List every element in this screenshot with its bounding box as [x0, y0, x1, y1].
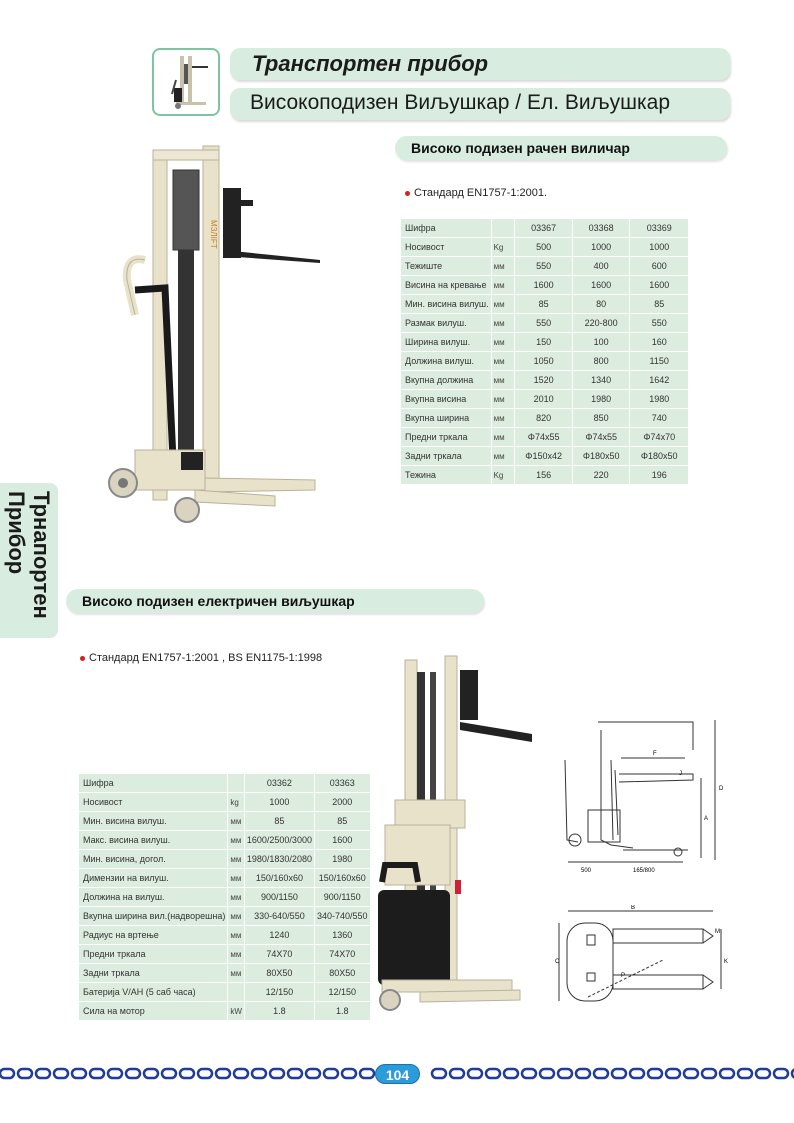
table-cell: 1600/2500/3000: [245, 831, 314, 849]
table-cell: 400: [573, 257, 630, 275]
table-cell: 550: [515, 257, 572, 275]
chain-link: [558, 1069, 572, 1078]
table-cell: мм: [228, 869, 244, 887]
table-cell: 85: [315, 812, 370, 830]
table-cell: Мин. висина, догол.: [79, 850, 227, 868]
table-cell: мм: [492, 333, 515, 351]
table-cell: мм: [228, 926, 244, 944]
table-cell: Вкупна ширина: [401, 409, 491, 427]
table-cell: мм: [228, 907, 244, 925]
table-row: [401, 428, 688, 446]
chain-link: [774, 1069, 788, 1078]
table-row: [79, 888, 370, 906]
table-cell: 1600: [573, 276, 630, 294]
table-cell: мм: [228, 812, 244, 830]
table-cell: kW: [228, 1002, 244, 1020]
chain-link: [72, 1069, 86, 1078]
table-row: [401, 276, 688, 294]
table-cell: Макс. висина вилуш.: [79, 831, 227, 849]
table-cell: Вкупна должина: [401, 371, 491, 389]
table-row: [401, 314, 688, 332]
table-cell: 820: [515, 409, 572, 427]
table-header-row: [401, 219, 688, 237]
chain-link: [594, 1069, 608, 1078]
table-cell: 196: [630, 466, 688, 484]
chain-link: [36, 1069, 50, 1078]
table-cell: Kg: [492, 238, 515, 256]
table-cell: мм: [492, 314, 515, 332]
table-cell: 74X70: [315, 945, 370, 963]
table-cell: kg: [228, 793, 244, 811]
table-cell: мм: [492, 276, 515, 294]
table-cell: Φ180x50: [573, 447, 630, 465]
chain-link: [180, 1069, 194, 1078]
table-cell: 340-740/550: [315, 907, 370, 925]
chain-link: [288, 1069, 302, 1078]
chain-link: [648, 1069, 662, 1078]
stacker-thumbnail-icon: [154, 50, 218, 114]
label-k: K: [724, 959, 729, 965]
table-cell: мм: [492, 390, 515, 408]
chain-link: [666, 1069, 680, 1078]
table-cell: 160: [630, 333, 688, 351]
table-cell: 12/150: [245, 983, 314, 1001]
table-cell: Тежина: [401, 466, 491, 484]
table-cell: 1980: [573, 390, 630, 408]
section1-standard-text: Стандард EN1757-1:2001.: [414, 187, 548, 199]
table-cell: 1520: [515, 371, 572, 389]
table-cell: 1340: [573, 371, 630, 389]
header-thumbnail: [152, 48, 220, 116]
table-cell: 150/160x60: [315, 869, 370, 887]
section2-spec-table: [78, 773, 371, 1021]
table-row: [401, 466, 688, 484]
label-c: C: [555, 959, 560, 965]
table-row: [401, 238, 688, 256]
table-cell: 330-640/550: [245, 907, 314, 925]
chain-link: [108, 1069, 122, 1078]
chain-link: [162, 1069, 176, 1078]
side-view-diagram: [553, 710, 738, 880]
table-row: [79, 945, 370, 963]
chain-link: [576, 1069, 590, 1078]
table-cell: мм: [228, 964, 244, 982]
chain-link: [270, 1069, 284, 1078]
table-cell: 74X70: [245, 945, 314, 963]
chain-link: [306, 1069, 320, 1078]
chain-link: [612, 1069, 626, 1078]
section1-title: Високо подизен рачен виличар: [411, 140, 630, 156]
title-bar: [230, 48, 730, 80]
table-cell: 550: [630, 314, 688, 332]
table-cell: 85: [630, 295, 688, 313]
chain-link: [342, 1069, 356, 1078]
table-cell: 1240: [245, 926, 314, 944]
table-cell: мм: [492, 371, 515, 389]
table-header-cell: [228, 774, 244, 792]
table-cell: Φ180x50: [630, 447, 688, 465]
chain-link: [540, 1069, 554, 1078]
table-cell: Задни тркала: [79, 964, 227, 982]
table-cell: 2000: [315, 793, 370, 811]
table-cell: Мин. висина вилуш.: [79, 812, 227, 830]
table-header-cell: [492, 219, 515, 237]
chain-link: [198, 1069, 212, 1078]
table-header-cell: 03367: [515, 219, 572, 237]
table-cell: мм: [492, 409, 515, 427]
page-title: Транспортен прибор: [252, 51, 489, 76]
table-cell: Kg: [492, 466, 515, 484]
table-cell: Размак вилуш.: [401, 314, 491, 332]
label-f: F: [653, 751, 657, 757]
table-row: [79, 812, 370, 830]
table-header-cell: 03363: [315, 774, 370, 792]
table-row: [79, 907, 370, 925]
chain-link: [738, 1069, 752, 1078]
table-cell: Мин. висина вилуш.: [401, 295, 491, 313]
table-cell: Задни тркала: [401, 447, 491, 465]
label-b: B: [631, 905, 636, 911]
table-cell: мм: [228, 850, 244, 868]
chain-link: [360, 1069, 374, 1078]
table-cell: 220: [573, 466, 630, 484]
table-cell: Висина на кревање: [401, 276, 491, 294]
table-row: [401, 409, 688, 427]
chain-link: [90, 1069, 104, 1078]
table-cell: 1600: [315, 831, 370, 849]
table-cell: Радиус на вртење: [79, 926, 227, 944]
chain-link: [126, 1069, 140, 1078]
table-header-cell: 03362: [245, 774, 314, 792]
table-row: [401, 352, 688, 370]
table-cell: мм: [228, 888, 244, 906]
table-cell: 12/150: [315, 983, 370, 1001]
table-cell: 1.8: [245, 1002, 314, 1020]
table-cell: 80X50: [245, 964, 314, 982]
table-cell: Предни тркала: [401, 428, 491, 446]
table-cell: 1000: [573, 238, 630, 256]
label-j: J: [679, 771, 682, 777]
chain-link: [252, 1069, 266, 1078]
table-cell: 150: [515, 333, 572, 351]
table-cell: Тежиште: [401, 257, 491, 275]
bullet-icon: [405, 191, 410, 196]
chain-link: [630, 1069, 644, 1078]
table-row: [79, 964, 370, 982]
subtitle-bar: [230, 88, 730, 120]
table-cell: Должина вилуш.: [401, 352, 491, 370]
table-cell: мм: [492, 352, 515, 370]
label-m: M: [715, 929, 720, 935]
table-cell: Φ150x42: [515, 447, 572, 465]
table-cell: мм: [492, 295, 515, 313]
top-view-diagram: [553, 905, 738, 1020]
chain-link: [54, 1069, 68, 1078]
table-cell: 740: [630, 409, 688, 427]
table-row: [401, 295, 688, 313]
side-tab-label: Трнапортен Прибор: [4, 491, 54, 619]
table-row: [79, 926, 370, 944]
table-header-row: [79, 774, 370, 792]
chain-link: [702, 1069, 716, 1078]
table-cell: 85: [515, 295, 572, 313]
table-cell: Батерија V/AH (5 саб часа): [79, 983, 227, 1001]
label-500: 500: [581, 868, 592, 874]
table-cell: мм: [228, 831, 244, 849]
table-cell: 800: [573, 352, 630, 370]
table-cell: 150/160x60: [245, 869, 314, 887]
chain-link: [522, 1069, 536, 1078]
table-cell: 900/1150: [245, 888, 314, 906]
section2-standard-text: Стандард EN1757-1:2001 , BS EN1175-1:1998: [89, 652, 323, 664]
table-row: [401, 371, 688, 389]
table-cell: 1000: [245, 793, 314, 811]
section2-standard: [80, 652, 322, 664]
label-a: A: [704, 816, 709, 822]
table-cell: 1642: [630, 371, 688, 389]
table-cell: 1980/1830/2080: [245, 850, 314, 868]
table-cell: 100: [573, 333, 630, 351]
table-cell: 900/1150: [315, 888, 370, 906]
table-cell: 1600: [630, 276, 688, 294]
chain-link: [234, 1069, 248, 1078]
table-cell: 80X50: [315, 964, 370, 982]
table-cell: 1360: [315, 926, 370, 944]
table-row: [79, 1002, 370, 1020]
page-subtitle: Високоподизен Виљушкар / Ел. Виљушкар: [250, 91, 671, 114]
table-cell: Предни тркала: [79, 945, 227, 963]
table-cell: 80: [573, 295, 630, 313]
table-header-cell: 03369: [630, 219, 688, 237]
chain-link: [432, 1069, 446, 1078]
chain-link: [684, 1069, 698, 1078]
table-cell: 1.8: [315, 1002, 370, 1020]
chain-link: [756, 1069, 770, 1078]
table-cell: мм: [228, 945, 244, 963]
table-cell: 1050: [515, 352, 572, 370]
chain-link: [0, 1069, 14, 1078]
table-row: [79, 869, 370, 887]
label-165-800: 165/800: [633, 868, 655, 874]
table-cell: Φ74x55: [573, 428, 630, 446]
table-cell: Вкупна висина: [401, 390, 491, 408]
table-cell: 156: [515, 466, 572, 484]
label-d: D: [719, 786, 724, 792]
chain-link: [144, 1069, 158, 1078]
table-cell: 2010: [515, 390, 572, 408]
table-cell: 220-800: [573, 314, 630, 332]
table-cell: Носивост: [79, 793, 227, 811]
label-p: P: [621, 973, 626, 979]
table-cell: Димензии на вилуш.: [79, 869, 227, 887]
table-cell: Сила на мотор: [79, 1002, 227, 1020]
table-row: [401, 447, 688, 465]
table-cell: 1980: [315, 850, 370, 868]
table-row: [401, 333, 688, 351]
table-header-cell: Шифра: [79, 774, 227, 792]
product-label: MЗЛIFT: [209, 220, 218, 249]
table-cell: Φ74x55: [515, 428, 572, 446]
manual-stacker-image: [95, 140, 330, 530]
table-row: [401, 390, 688, 408]
chain-link: [18, 1069, 32, 1078]
table-cell: мм: [492, 428, 515, 446]
table-cell: 1000: [630, 238, 688, 256]
table-cell: Ширина вилуш.: [401, 333, 491, 351]
table-cell: мм: [492, 447, 515, 465]
section1-standard: [405, 187, 547, 199]
table-header-cell: Шифра: [401, 219, 491, 237]
chain-link: [216, 1069, 230, 1078]
table-cell: Должина на вилуш.: [79, 888, 227, 906]
table-cell: 1150: [630, 352, 688, 370]
table-cell: 550: [515, 314, 572, 332]
table-cell: [228, 983, 244, 1001]
table-cell: мм: [492, 257, 515, 275]
table-row: [79, 983, 370, 1001]
chain-link: [324, 1069, 338, 1078]
table-cell: Носивост: [401, 238, 491, 256]
section1-spec-table: [400, 218, 689, 485]
table-row: [401, 257, 688, 275]
chain-link: [504, 1069, 518, 1078]
table-row: [79, 831, 370, 849]
bullet-icon: [80, 656, 85, 661]
electric-stacker-image: [360, 650, 540, 1030]
table-cell: Φ74x70: [630, 428, 688, 446]
table-cell: 1600: [515, 276, 572, 294]
table-cell: Вкупна ширина вил.(надворешна): [79, 907, 227, 925]
chain-link: [720, 1069, 734, 1078]
section2-title: Високо подизен електричен виљушкар: [82, 593, 355, 609]
chain-link: [450, 1069, 464, 1078]
table-header-cell: 03368: [573, 219, 630, 237]
chain-link: [468, 1069, 482, 1078]
page-number: 104: [375, 1064, 420, 1084]
side-tab: [0, 483, 58, 638]
table-row: [79, 793, 370, 811]
table-cell: 850: [573, 409, 630, 427]
table-row: [79, 850, 370, 868]
table-cell: 600: [630, 257, 688, 275]
chain-link: [486, 1069, 500, 1078]
table-cell: 500: [515, 238, 572, 256]
table-cell: 1980: [630, 390, 688, 408]
table-cell: 85: [245, 812, 314, 830]
